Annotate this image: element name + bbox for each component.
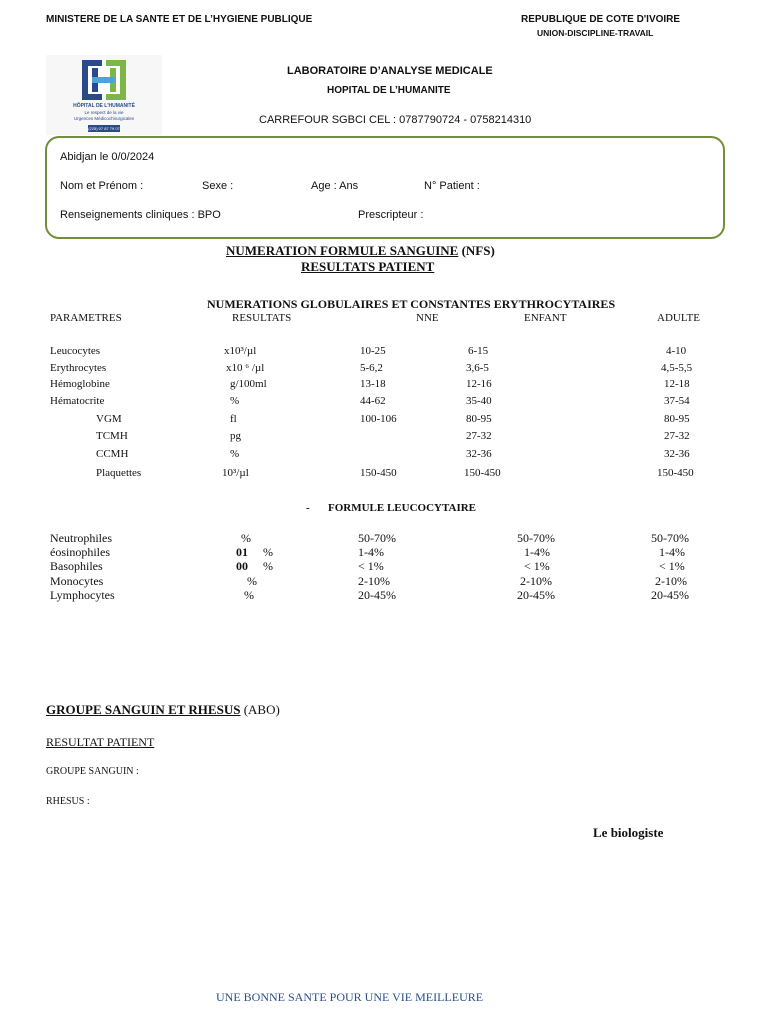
range-child: 150-450	[464, 467, 501, 479]
range-adult: 80-95	[664, 413, 690, 425]
patient-age-label: Age : Ans	[311, 180, 359, 192]
col-header-child: ENFANT	[524, 312, 567, 324]
nfs-subtitle: RESULTATS PATIENT	[301, 259, 435, 274]
col-header-adult: ADULTE	[657, 312, 700, 324]
blood-result-label: RESULTAT PATIENT	[46, 735, 155, 749]
range-child: 3,6-5	[466, 362, 489, 374]
range-nne: 2-10%	[358, 574, 390, 588]
param-name: Erythrocytes	[50, 362, 107, 374]
range-adult: 27-32	[664, 430, 690, 442]
param-name: Leucocytes	[50, 345, 101, 357]
range-nne: 44-62	[360, 395, 386, 407]
patient-sex-label: Sexe :	[202, 180, 234, 192]
col-header-nne: NNE	[416, 312, 439, 324]
param-value: 00	[236, 559, 248, 573]
range-adult: 2-10%	[655, 574, 687, 588]
param-unit: fl	[230, 413, 237, 425]
ministry-title: MINISTERE DE LA SANTE ET DE L’HYGIENE PUBLIQUE	[46, 14, 313, 25]
logo-subtagline: Urgences Médicochirurgicales	[73, 116, 135, 121]
hospital-name: HOPITAL DE L’HUMANITE	[327, 85, 451, 96]
param-value: 01	[236, 545, 248, 559]
param-name: Monocytes	[50, 574, 104, 588]
range-child: 80-95	[466, 413, 492, 425]
range-child: 6-15	[468, 345, 489, 357]
range-child: 50-70%	[517, 531, 555, 545]
range-nne: 20-45%	[358, 588, 396, 602]
range-adult: 37-54	[664, 395, 690, 407]
param-name: Lymphocytes	[50, 588, 115, 602]
param-unit: x10³/µl	[224, 345, 257, 357]
param-unit: %	[230, 448, 240, 460]
patient-name-label: Nom et Prénom :	[60, 180, 144, 192]
range-adult: < 1%	[659, 559, 685, 573]
param-name: Hématocrite	[50, 395, 105, 407]
col-header-results: RESULTATS	[232, 312, 292, 324]
range-nne: 150-450	[360, 467, 397, 479]
range-nne: 100-106	[360, 413, 397, 425]
param-unit: g/100ml	[230, 378, 267, 390]
range-adult: 4-10	[666, 345, 687, 357]
rhesus-label: RHESUS :	[46, 796, 90, 807]
range-adult: 1-4%	[659, 545, 685, 559]
nfs-title-main: NUMERATION FORMULE SANGUINE	[226, 243, 459, 258]
republic-title: REPUBLIQUE DE COTE D'IVOIRE	[521, 14, 681, 25]
param-unit: %	[247, 574, 257, 588]
range-adult: 32-36	[664, 448, 690, 460]
range-child: 32-36	[466, 448, 492, 460]
col-header-params: PARAMETRES	[50, 312, 122, 324]
patient-number-label: N° Patient :	[424, 180, 480, 192]
formula-dash: -	[306, 502, 310, 514]
report-date: Abidjan le 0/0/2024	[60, 151, 155, 163]
range-adult: 150-450	[657, 467, 694, 479]
range-child: 12-16	[466, 378, 492, 390]
hospital-logo	[46, 55, 162, 138]
range-nne: < 1%	[358, 559, 384, 573]
blood-group-title	[46, 702, 280, 718]
range-adult: 50-70%	[651, 531, 689, 545]
param-name: VGM	[96, 413, 122, 425]
logo-tagline: Le respect de la vie	[84, 110, 124, 115]
blood-group-title-main: GROUPE SANGUIN ET RHESUS	[46, 702, 241, 717]
clinical-info-label: Renseignements cliniques : BPO	[60, 209, 221, 221]
param-unit: %	[230, 395, 240, 407]
range-child: 1-4%	[524, 545, 550, 559]
param-unit: %	[263, 559, 273, 573]
range-nne: 10-25	[360, 345, 386, 357]
lab-name: LABORATOIRE D’ANALYSE MEDICALE	[287, 65, 493, 77]
range-child: < 1%	[524, 559, 550, 573]
blood-group-title-suffix: (ABO)	[240, 702, 280, 717]
range-child: 20-45%	[517, 588, 555, 602]
param-unit: %	[244, 588, 254, 602]
lab-address: CARREFOUR SGBCI CEL : 0787790724 - 0758214310	[259, 114, 532, 126]
footer-slogan: UNE BONNE SANTE POUR UNE VIE MEILLEURE	[216, 990, 484, 1004]
param-name: Basophiles	[50, 559, 103, 573]
param-name: éosinophiles	[50, 545, 110, 559]
nfs-title-suffix: (NFS)	[458, 243, 495, 258]
param-name: Plaquettes	[96, 467, 142, 479]
range-adult: 20-45%	[651, 588, 689, 602]
nfs-title	[226, 243, 495, 259]
range-adult: 4,5-5,5	[661, 362, 693, 374]
range-nne: 1-4%	[358, 545, 384, 559]
range-child: 27-32	[466, 430, 492, 442]
range-nne: 13-18	[360, 378, 386, 390]
range-child: 2-10%	[520, 574, 552, 588]
nfs-section-title: NUMERATIONS GLOBULAIRES ET CONSTANTES ERYTHROCYTAIRES	[207, 297, 616, 311]
national-motto: UNION-DISCIPLINE-TRAVAIL	[537, 28, 654, 38]
param-unit: pg	[230, 430, 241, 442]
param-unit: x10 ⁶ /µl	[226, 362, 265, 374]
param-unit: 10³/µl	[222, 467, 249, 479]
logo-phone-badge: (225) 07 87 79 07 24	[88, 126, 120, 138]
param-name: TCMH	[96, 430, 128, 442]
biologist-signature-label: Le biologiste	[593, 825, 664, 840]
blood-group-label: GROUPE SANGUIN :	[46, 766, 139, 777]
formula-title: FORMULE LEUCOCYTAIRE	[328, 502, 477, 514]
range-child: 35-40	[466, 395, 492, 407]
param-name: Hémoglobine	[50, 378, 110, 390]
logo-caption: HÔPITAL DE L'HUMANITÉ	[73, 103, 135, 109]
range-nne: 50-70%	[358, 531, 396, 545]
range-adult: 12-18	[664, 378, 690, 390]
param-unit: %	[241, 531, 251, 545]
range-nne: 5-6,2	[360, 362, 383, 374]
param-unit: %	[263, 545, 273, 559]
param-name: Neutrophiles	[50, 531, 112, 545]
hospital-logo-icon	[80, 58, 128, 102]
param-name: CCMH	[96, 448, 129, 460]
prescriber-label: Prescripteur :	[358, 209, 424, 221]
